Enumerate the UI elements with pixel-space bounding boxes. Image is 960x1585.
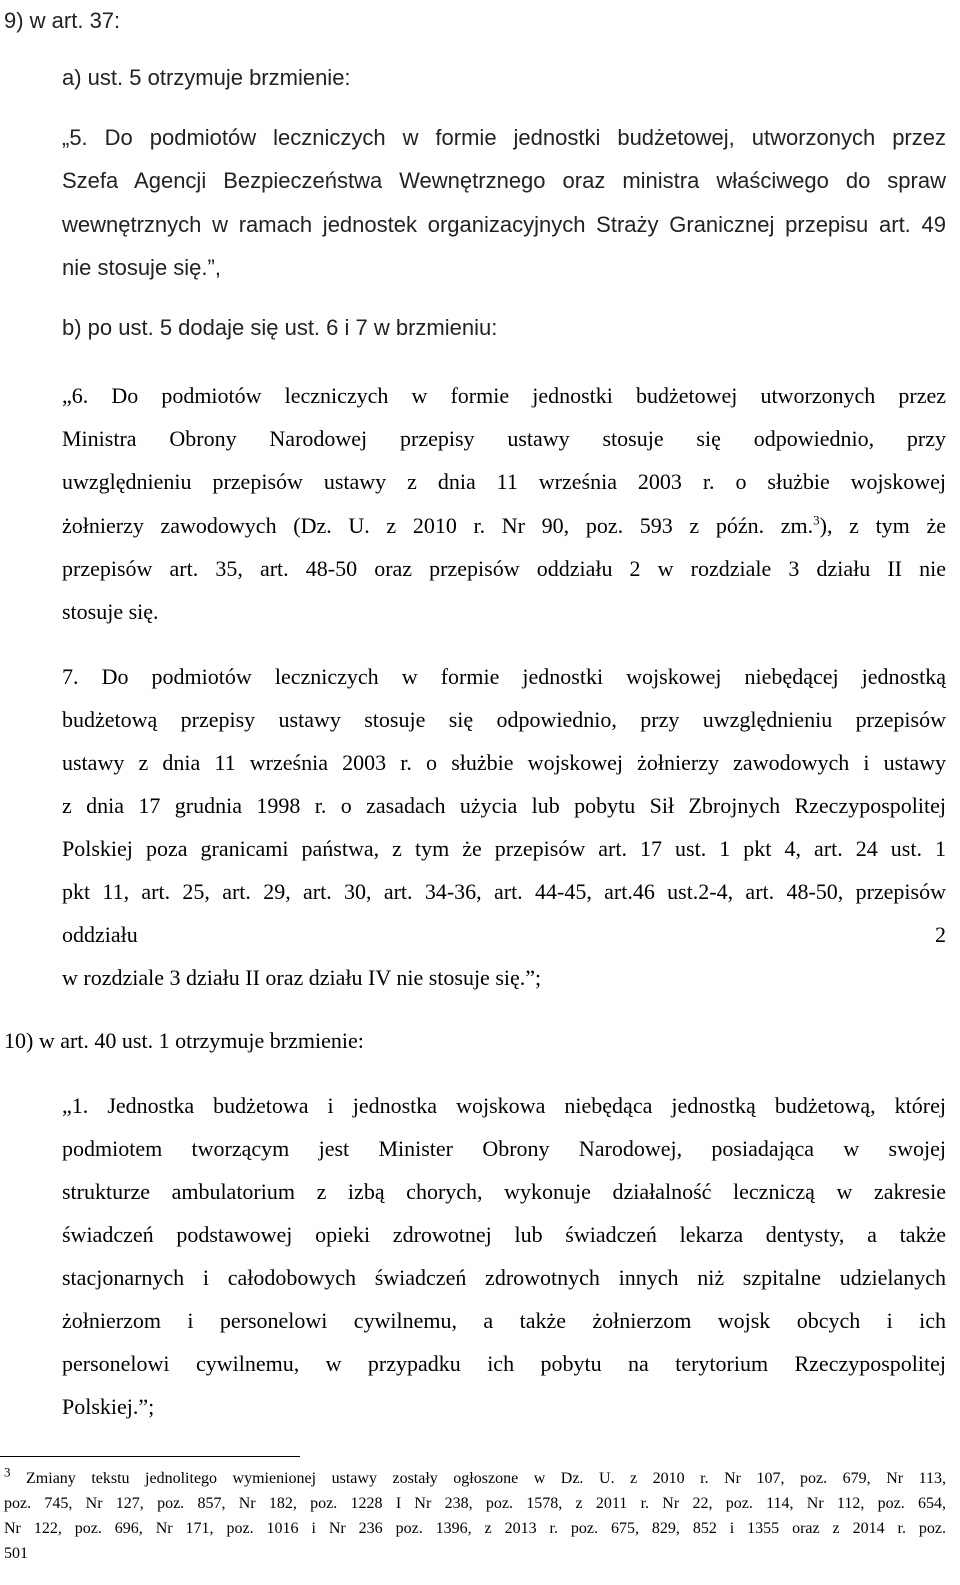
ust6-line-4-text: żołnierzy zawodowych (Dz. U. z 2010 r. Nr 90, poz. 593 z późn. zm. xyxy=(62,513,814,538)
ust5-line-4: nie stosuje się.”, xyxy=(62,255,221,280)
ust7-number: 2 xyxy=(935,922,946,947)
ust6-line-1: „6. Do podmiotów leczniczych w formie jednostki budżetowej utworzonych przez xyxy=(62,383,946,408)
footnote-line-4: 501 xyxy=(4,1545,28,1562)
footnote-number: 3 xyxy=(4,1464,11,1480)
ust5-line-2: Szefa Agencji Bezpieczeństwa Wewnętrznego oraz ministra właściwego do spraw xyxy=(62,168,946,193)
ust6-line-2: Ministra Obrony Narodowej przepisy ustawy stosuje się odpowiednio, przy xyxy=(62,426,946,451)
ust6-line-5: przepisów art. 35, art. 48-50 oraz przepisów oddziału 2 w rozdziale 3 działu II nie xyxy=(62,556,946,581)
item-9a-header: a) ust. 5 otrzymuje brzmienie: xyxy=(62,65,351,90)
ust7-line-6: pkt 11, art. 25, art. 29, art. 30, art. 34-36, art. 44-45, art.46 ust.2-4, art. 48-50, przepisów xyxy=(62,879,946,904)
footnote-line-1-text: Zmiany tekstu jednolitego wymienionej ustawy zostały ogłoszone w Dz. U. z 2010 r. Nr 107, poz. 679, Nr 113, xyxy=(26,1470,947,1487)
footnote-line-3: Nr 122, poz. 696, Nr 171, poz. 1016 i Nr 236 poz. 1396, z 2013 r. poz. 675, 829, 852 i 1355 oraz z 2014 r. poz. xyxy=(4,1520,946,1537)
ust7-line-1: 7. Do podmiotów leczniczych w formie jednostki wojskowej niebędącej jednostką xyxy=(62,664,946,689)
footnote-ref-3: 3 xyxy=(813,512,820,528)
ust7-line-3: ustawy z dnia 11 września 2003 r. o służbie wojskowej żołnierzy zawodowych i ustawy xyxy=(62,750,946,775)
ust7-last-line: w rozdziale 3 działu II oraz działu IV nie stosuje się.”; xyxy=(62,965,542,990)
item10-line-3: strukturze ambulatorium z izbą chorych, wykonuje działalność leczniczą w zakresie xyxy=(62,1179,946,1204)
ust6-line-3: uwzględnieniu przepisów ustawy z dnia 11 września 2003 r. o służbie wojskowej xyxy=(62,469,946,494)
item10-line-8: Polskiej.”; xyxy=(62,1394,155,1419)
item10-line-7: personelowi cywilnemu, w przypadku ich pobytu na terytorium Rzeczypospolitej xyxy=(62,1351,946,1376)
item-10-header: 10) w art. 40 ust. 1 otrzymuje brzmienie: xyxy=(4,1028,364,1053)
ust7-line-4: z dnia 17 grudnia 1998 r. o zasadach użycia lub pobytu Sił Zbrojnych Rzeczypospolitej xyxy=(62,793,946,818)
item10-line-6: żołnierzom i personelowi cywilnemu, a także żołnierzom wojsk obcych i ich xyxy=(62,1308,946,1333)
ust7-line-2: budżetową przepisy ustawy stosuje się odpowiednio, przy uwzględnieniu przepisów xyxy=(62,707,946,732)
ust6-line-4-tail: ), z tym że xyxy=(819,513,946,538)
ust7-line-5: Polskiej poza granicami państwa, z tym że przepisów art. 17 ust. 1 pkt 4, art. 24 ust. 1 xyxy=(62,836,946,861)
ust5-line-1: „5. Do podmiotów leczniczych w formie jednostki budżetowej, utworzonych przez xyxy=(62,125,946,150)
ust6-line-6: stosuje się. xyxy=(62,599,159,624)
ust6-line-4 xyxy=(62,513,946,539)
item-9b-header: b) po ust. 5 dodaje się ust. 6 i 7 w brzmieniu: xyxy=(62,315,498,340)
item10-line-1: „1. Jednostka budżetowa i jednostka wojskowa niebędąca jednostką budżetową, której xyxy=(62,1093,946,1118)
footnote-line-2: poz. 745, Nr 127, poz. 857, Nr 182, poz. 1228 I Nr 238, poz. 1578, z 2011 r. Nr 22, poz. 114, Nr 112, poz. 654, xyxy=(4,1495,946,1512)
item-9-header: 9) w art. 37: xyxy=(4,8,121,33)
footnote-line-1 xyxy=(4,1464,947,1488)
ust5-line-3: wewnętrznych w ramach jednostek organizacyjnych Straży Granicznej przepisu art. 49 xyxy=(62,212,946,237)
item10-line-4: świadczeń podstawowej opieki zdrowotnej lub świadczeń lekarza dentysty, a także xyxy=(62,1222,946,1247)
item10-line-5: stacjonarnych i całodobowych świadczeń zdrowotnych innych niż szpitalne udzielanych xyxy=(62,1265,946,1290)
footnote-separator xyxy=(0,1456,300,1457)
ust7-oddzialu: oddziału xyxy=(62,922,138,947)
item10-line-2: podmiotem tworzącym jest Minister Obrony Narodowej, posiadająca w swojej xyxy=(62,1136,946,1161)
